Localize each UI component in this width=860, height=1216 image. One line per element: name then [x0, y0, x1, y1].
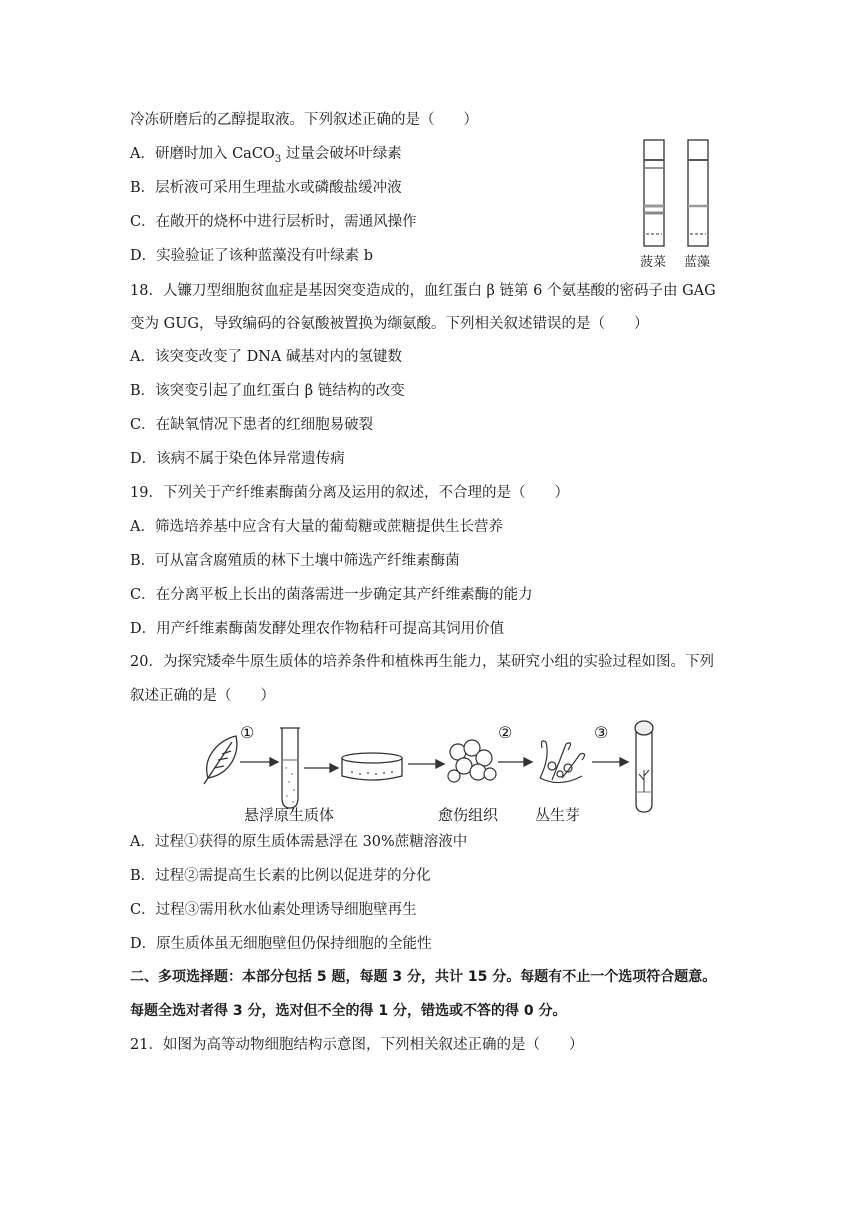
q20-stem-line1: 20．为探究矮牵牛原生质体的培养条件和植株再生能力，某研究小组的实验过程如图。下列 — [130, 654, 714, 670]
callus-label: 愈伤组织 — [438, 806, 499, 824]
suspended-protoplast-label: 悬浮原生质体 — [244, 806, 335, 824]
step-2-marker: ② — [498, 723, 513, 742]
spinach-label: 菠菜 — [640, 255, 667, 270]
q20-option-d: D．原生质体虽无细胞壁但仍保持细胞的全能性 — [130, 936, 432, 952]
q19-option-b: B．可从富含腐殖质的林下土壤中筛选产纤维素酶菌 — [130, 553, 460, 569]
q18-option-c: C．在缺氧情况下患者的红细胞易破裂 — [130, 417, 374, 433]
culture-tube-icon — [635, 721, 653, 812]
q18-stem-line2: 变为 GUG，导致编码的谷氨酸被置换为缬氨酸。下列相关叙述错误的是（ ） — [130, 316, 649, 332]
q20-option-c: C．过程③需用秋水仙素处理诱导细胞壁再生 — [130, 902, 417, 918]
q21-stem: 21．如图为高等动物细胞结构示意图，下列相关叙述正确的是（ ） — [130, 1037, 584, 1053]
cyanobacteria-strip — [688, 140, 708, 246]
q20-option-b: B．过程②需提高生长素的比例以促进芽的分化 — [130, 868, 431, 884]
q18-option-b: B．该突变引起了血红蛋白 β 链结构的改变 — [130, 383, 405, 399]
arrow-3 — [408, 760, 444, 768]
q20-stem-line2: 叙述正确的是（ ） — [130, 688, 275, 704]
arrow-1 — [240, 758, 278, 766]
q17-stem: 冷冻研磨后的乙醇提取液。下列叙述正确的是（ ） — [130, 112, 478, 128]
arrow-5 — [592, 758, 628, 766]
q18-option-a: A．该突变改变了 DNA 碱基对内的氢键数 — [130, 349, 402, 365]
q18-stem-line1: 18．人镰刀型细胞贫血症是基因突变造成的，血红蛋白 β 链第 6 个氨基酸的密码子由 GAG — [130, 283, 716, 299]
q17-option-d: D．实验验证了该种蓝藻没有叶绿素 b — [130, 248, 374, 264]
leaf-icon — [204, 736, 237, 784]
shoot-cluster-label: 丛生芽 — [535, 806, 581, 824]
q19-option-d: D．用产纤维素酶菌发酵处理农作物秸秆可提高其饲用价值 — [130, 621, 505, 637]
callus-icon — [448, 740, 496, 782]
spinach-strip — [644, 140, 664, 246]
petri-dish-icon — [342, 753, 402, 780]
q18-option-d: D．该病不属于染色体异常遗传病 — [130, 451, 345, 467]
q17-option-a: A．研磨时加入 CaCO$_3$ 过量会破坏叶绿素 — [130, 146, 402, 165]
q19-option-a: A．筛选培养基中应含有大量的葡萄糖或蔗糖提供生长营养 — [130, 519, 503, 535]
test-tube-icon — [280, 728, 300, 808]
q19-option-c: C．在分离平板上长出的菌落需进一步确定其产纤维素酶的能力 — [130, 587, 533, 603]
shoots-icon — [540, 741, 585, 783]
chromatography-strips-figure — [640, 138, 720, 250]
q17-option-c: C．在敞开的烧杯中进行层析时，需通风操作 — [130, 214, 417, 230]
section2-heading-line1: 二、多项选择题：本部分包括 5 题，每题 3 分，共计 15 分。每题有不止一个选项符合题意。 — [130, 969, 717, 985]
arrow-2 — [304, 764, 338, 772]
step-3-marker: ③ — [594, 723, 609, 742]
q17-option-b: B．层析液可采用生理盐水或磷酸盐缓冲液 — [130, 180, 402, 196]
step-1-marker: ① — [240, 723, 255, 742]
section2-heading-line2: 每题全选对者得 3 分，选对但不全的得 1 分，错选或不答的得 0 分。 — [130, 1003, 567, 1019]
arrow-4 — [498, 758, 532, 766]
q19-stem: 19．下列关于产纤维素酶菌分离及运用的叙述，不合理的是（ ） — [130, 485, 569, 501]
q20-option-a: A．过程①获得的原生质体需悬浮在 30%蔗糖溶液中 — [130, 834, 468, 850]
cyanobacteria-label: 蓝藻 — [684, 255, 711, 270]
